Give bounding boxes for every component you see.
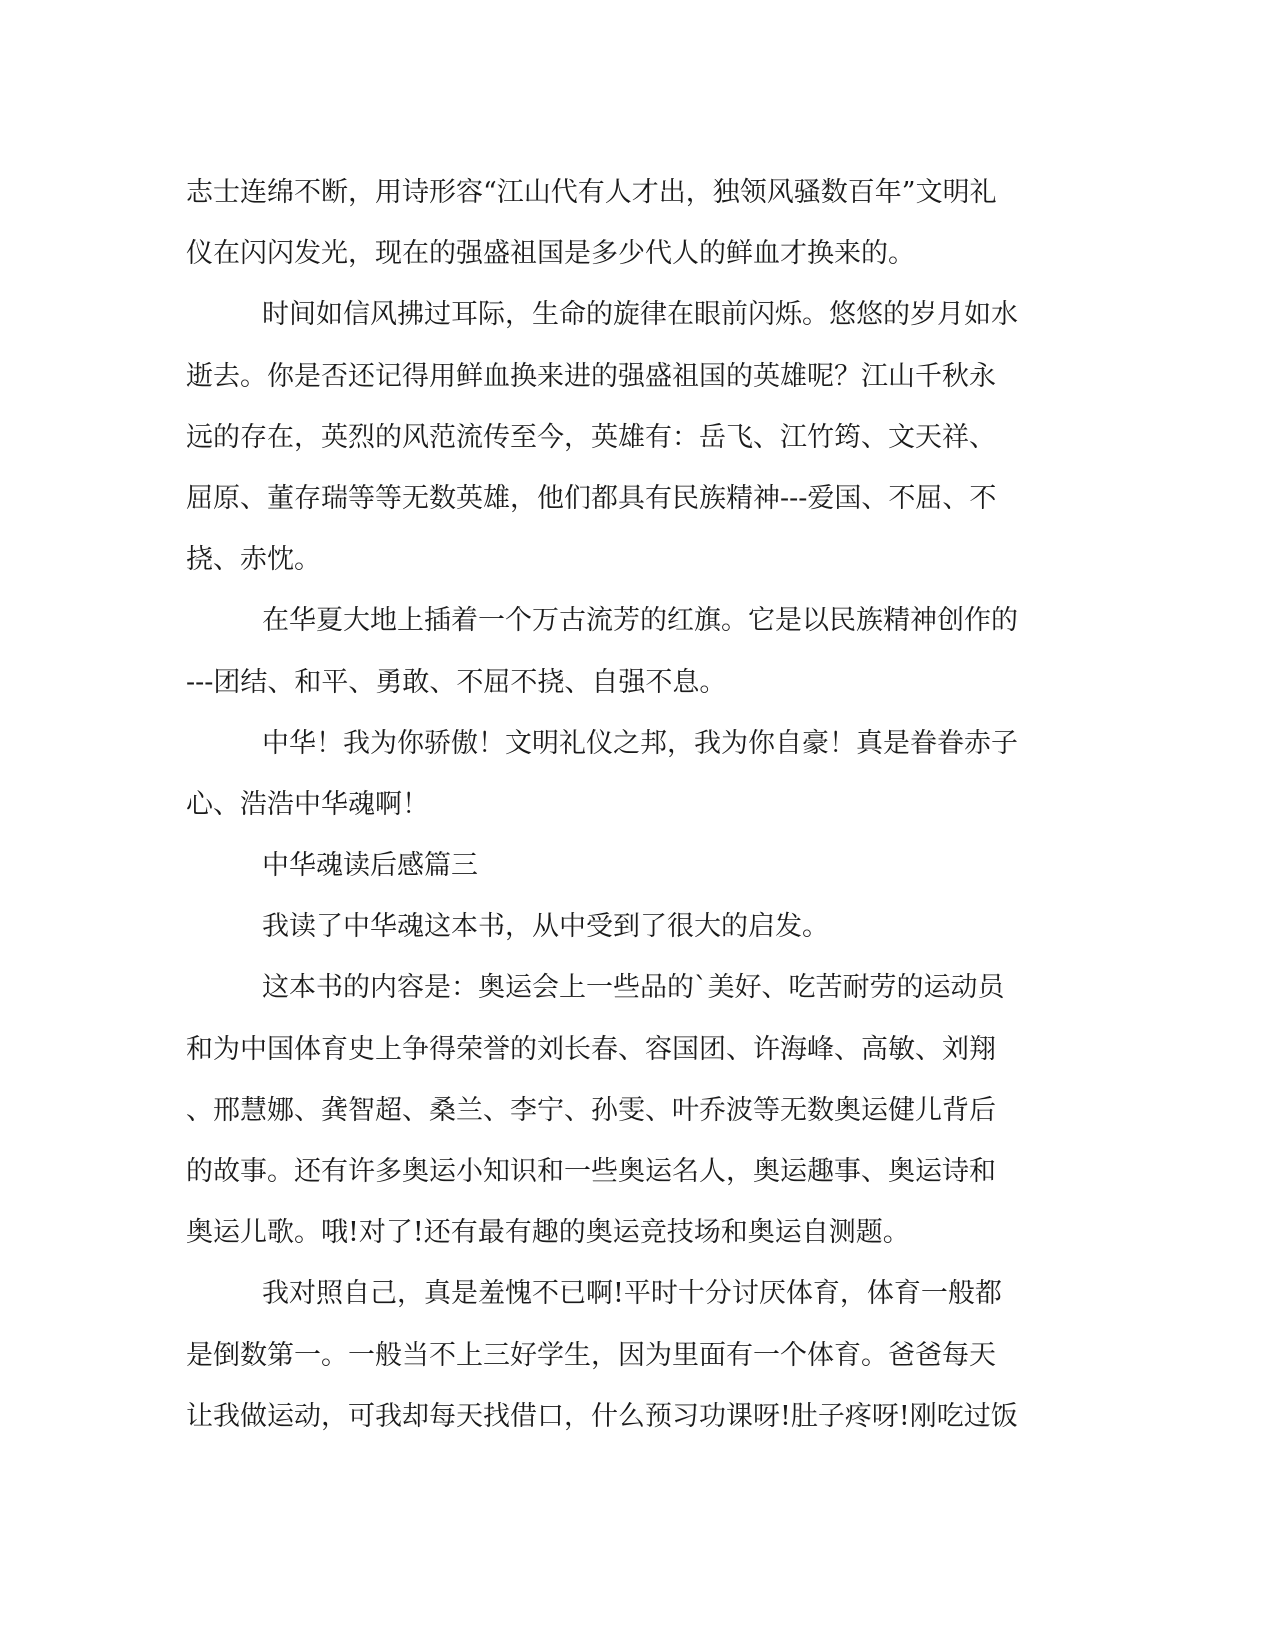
text-line: 这本书的内容是：奥运会上一些品的`美好、吃苦耐劳的运动员 <box>262 972 1005 1004</box>
text-line: 的故事。还有许多奥运小知识和一些奥运名人，奥运趣事、奥运诗和 <box>186 1156 996 1187</box>
text-line: 是倒数第一。一般当不上三好学生，因为里面有一个体育。爸爸每天 <box>186 1339 996 1371</box>
text-line: 逝去。你是否还记得用鲜血换来进的强盛祖国的英雄呢？江山千秋永 <box>186 360 996 392</box>
text-line: ---团结、和平、勇敢、不屈不挠、自强不息。 <box>186 666 727 698</box>
text-line: 屈原、董存瑞等等无数英雄，他们都具有民族精神---爱国、不屈、不 <box>186 482 997 514</box>
text-line: 在华夏大地上插着一个万古流芳的红旗。它是以民族精神创作的 <box>262 605 1018 637</box>
section-heading: 中华魂读后感篇三 <box>262 850 478 882</box>
text-line: 我对照自己，真是羞愧不已啊!平时十分讨厌体育，体育一般都 <box>262 1278 1002 1310</box>
text-line: 、邢慧娜、龚智超、桑兰、李宁、孙雯、叶乔波等无数奥运健儿背后 <box>186 1094 996 1126</box>
text-line: 仪在闪闪发光，现在的强盛祖国是多少代人的鲜血才换来的。 <box>186 238 915 270</box>
text-line: 奥运儿歌。哦!对了!还有最有趣的奥运竞技场和奥运自测题。 <box>186 1217 910 1249</box>
body-text <box>186 162 1076 1447</box>
text-line: 我读了中华魂这本书，从中受到了很大的启发。 <box>262 911 829 943</box>
text-line: 中华！我为你骄傲！文明礼仪之邦，我为你自豪！真是眷眷赤子 <box>262 727 1018 759</box>
text-line: 时间如信风拂过耳际，生命的旋律在眼前闪烁。悠悠的岁月如水 <box>262 299 1018 331</box>
text-line: 志士连绵不断，用诗形容“江山代有人才出，独领风骚数百年”文明礼 <box>186 177 997 208</box>
text-line: 挠、赤忱。 <box>186 544 321 576</box>
text-line: 让我做运动，可我却每天找借口，什么预习功课呀!肚子疼呀!刚吃过饭 <box>186 1400 1018 1432</box>
text-line: 远的存在，英烈的风范流传至今，英雄有：岳飞、江竹筠、文天祥、 <box>186 421 996 453</box>
text-line: 心、浩浩中华魂啊！ <box>186 788 429 820</box>
text-line: 和为中国体育史上争得荣誉的刘长春、容国团、许海峰、高敏、刘翔 <box>186 1033 996 1065</box>
